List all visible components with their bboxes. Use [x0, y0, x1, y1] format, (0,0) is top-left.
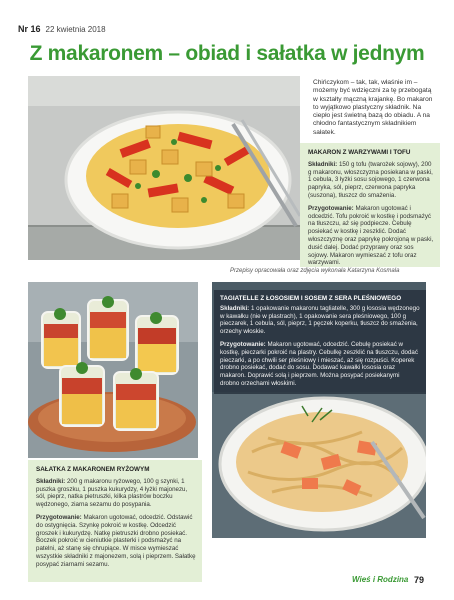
prep-label: Przygotowanie: — [220, 340, 266, 348]
recipe-title: SAŁATKA Z MAKARONEM RYŻOWYM — [36, 466, 150, 473]
prep-text: Makaron ugotować, odcedzić. Cebulę posiekać w kostkę, pieczarki pokroić na plastry. Cebulkę zeszklić na tłuszczu, dodać pieczarki, a po chwili ser pleśniowy i mieszać, aż się rozpuści. Koperek drobno posiekać, dodać do sosu. Dodawać kawałki łososia oraz makaron. Doprawić solą i pieprzem. Można posypać posiekanymi drobno orzechami włoskimi. — [220, 340, 418, 387]
recipe-box-tofu — [300, 143, 440, 267]
magazine-name: Wieś i Rodzina — [352, 575, 409, 584]
prep-label: Przygotowanie: — [308, 204, 354, 212]
ingredients-label: Składniki: — [220, 304, 250, 312]
issue-number: Nr 16 — [18, 24, 41, 34]
photo-credit: Przepisy opracowała oraz zdjęcia wykonała Katarzyna Kosmala — [230, 268, 400, 274]
ingredients-text: 200 g makaronu ryżowego, 100 g szynki, 1 puszka groszku, 1 puszka kukurydzy, 4 łyżki majonezu, sól, pieprz, natka pietruszki, kilka plastrów boczku wędzonego, ziarna sezamu do posypania. — [36, 477, 188, 509]
recipe-box-rice-salad — [28, 460, 202, 582]
ingredients-text: 1 opakowanie makaronu tagliatelle, 300 g łososia wędzonego w kawałku (nie w plastrach), 1 opakowanie sera pleśniowego, 100 g pieczarek, 1 cebula, sól, pieprz, 1 pęczek koperku, tłuszcz do smażenia, orzechy włoskie. — [220, 304, 420, 336]
page-header — [18, 24, 106, 34]
page-title: Z makaronem – obiad i sałatka w jednym — [29, 42, 425, 65]
photo-pasta-tofu — [28, 76, 300, 260]
recipe-box-tagliatelle — [214, 290, 426, 394]
recipe-title: MAKARON Z WARZYWAMI I TOFU — [308, 149, 411, 156]
prep-text: Makaron ugotować i odcedzić. Tofu pokroić w kostkę i podsmażyć na tłuszczu, aż się podpiecze. Cebulę posiekać w kostkę i zeszklić. Dodać włoszczyznę oraz paprykę pokrojoną w paski, dusić dalej. Dodać przyprawy oraz sos sojowy. Makaron wymieszać z tofu oraz warzywami. — [308, 204, 434, 267]
issue-date: 22 kwietnia 2018 — [45, 25, 106, 34]
ingredients-label: Składniki: — [308, 160, 338, 168]
page-number: 79 — [414, 575, 425, 585]
ingredients-label: Składniki: — [36, 477, 66, 485]
ingredients-text: 150 g tofu (twarożek sojowy), 200 g makaronu, włoszczyzna posiekana w paski, 1 cebula, 3 łyżki sosu sojowego, 1 czerwona papryka, sól, pieprz, czerwona papryka (suszona), tłuszcz do smażenia. — [308, 160, 433, 199]
intro-text: Chińczykom – tak, tak, właśnie im – możemy być wdzięczni za tę przebogatą w kształty mączną krajankę. Bo makaron to wyjątkowo plastyczny składnik. Na ciepło jest świetną bazą do obiadu. A na chłodno fantastycznym składnikiem sałatek. — [313, 79, 433, 136]
photo-jar-salad — [28, 282, 198, 458]
prep-label: Przygotowanie: — [36, 513, 82, 521]
recipe-title: TAGIATELLE Z ŁOSOSIEM I SOSEM Z SERA PLEŚNIOWEGO — [220, 295, 402, 302]
prep-text: Makaron ugotować, odcedzić. Odstawić do ostygnięcia. Szynkę pokroić w kostkę. Odcedzić groszek i kukurydzę. Natkę pietruszki drobno posiekać. Boczek pokroić w cieniutkie plasterki i podsmażyć na patelni, aż stanę się chrupiące. W misce wymieszać wszystkie składniki z majonezem, solą i pieprzem. Sałatkę posypać ziarnami sezamu. — [36, 513, 196, 568]
